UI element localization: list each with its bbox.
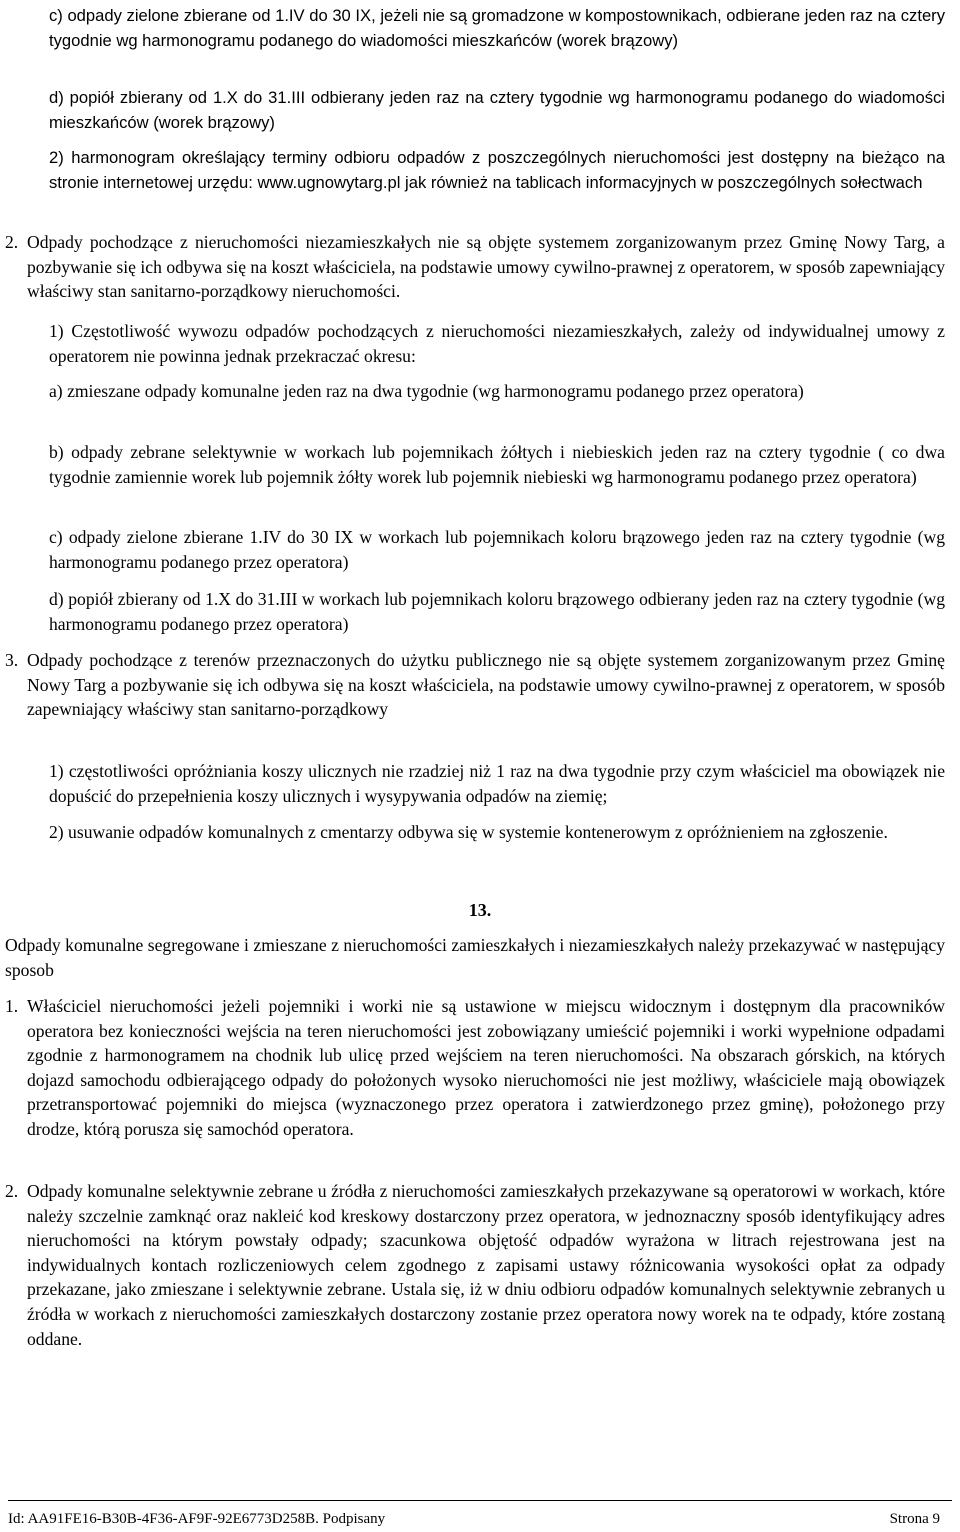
section-2-item-d: d) popiół zbierany od 1.X do 31.III w workach lub pojemnikach koloru brązowego odbierany jeden raz na cztery tygodnie (wg harmonogramu podanego przez operatora) <box>49 589 945 634</box>
section-13-intro: Odpady komunalne segregowane i zmieszane z nieruchomości zamieszkałych i niezamieszkałych należy przekazywać w następujący sposob <box>5 935 945 980</box>
section-2-item-a: a) zmieszane odpady komunalne jeden raz na dwa tygodnie (wg harmonogramu podanego przez operatora) <box>49 381 804 401</box>
section-3-item-2: 2) usuwanie odpadów komunalnych z cmentarzy odbywa się w systemie kontenerowym z opróżnieniem na zgłoszenie. <box>49 822 888 842</box>
section-2-frequency: 1) Częstotliwość wywozu odpadów pochodzących z nieruchomości niezamieszkałych, zależy od indywidualnej umowy z operatorem nie powinna jednak przekraczać okresu: <box>49 321 945 366</box>
page-number: Strona 9 <box>889 1511 940 1527</box>
paragraph-c-green-waste: c) odpady zielone zbierane od 1.IV do 30 IX, jeżeli nie są gromadzone w kompostownikach, odbierane jeden raz na cztery tygodnie wg harmonogramu podanego do wiadomości mieszkańców (worek brązowy) <box>49 6 945 50</box>
point-2-number: 2. <box>5 1181 19 1201</box>
section-2-item-b: b) odpady zebrane selektywnie w workach lub pojemnikach żółtych i niebieskich jeden raz na cztery tygodnie ( co dwa tygodnie zamiennie worek lub pojemnik żółty worek lub pojemnik niebieski wg harmonogramu podanego przez operatora) <box>49 442 945 487</box>
point-1-text: Właściciel nieruchomości jeżeli pojemniki i worki nie są ustawione w miejscu widocznym i dostępnym dla pracowników operatora bez konieczności wejścia na teren nieruchomości jest zobowiązany umieścić pojemniki i worki wypełnione odpadami zgodnie z harmonogramem na chodnik lub ulicę przed wejściem na teren nieruchomości. Na obszarach górskich, na których dojazd samochodu odbierającego odpady do położonych wysoko nieruchomości nie jest możliwy, właściciele mają obowiązek przetransportować pojemniki do miejsca (wyznaczonego przez operatora i zatwierdzonego przez gminę), położonego przy drodze, którą porusza się samochód operatora. <box>27 996 945 1139</box>
section-3-item-1: 1) częstotliwości opróżniania koszy ulicznych nie rzadziej niż 1 raz na dwa tygodnie przy czym właściciel ma obowiązek nie dopuścić do przepełnienia koszy ulicznych i wysypywania odpadów na ziemię; <box>49 761 945 806</box>
point-2-text: Odpady komunalne selektywnie zebrane u źródła z nieruchomości zamieszkałych przekazywane są operatorowi w workach, które należy szczelnie zamknąć oraz nakleić kod kreskowy dostarczony przez operatora, w jednoznaczny sposób identyfikujący adres nieruchomości na którym powstały odpady; szacunkowa objętość odpadów wyrażona w litrach rejestrowana jest na indywidualnych kontach rozliczeniowych celem zgodnego z zapisami ustawy różnicowania wysokości opłat za odpady przekazane, jako zmieszane i selektywnie zebrane. Ustala się, iż w dniu odbioru odpadów komunalnych selektywnie zebranych u źródła w workach z nieruchomości zamieszkałych dostarczony zostanie przez operatora nowy worek na te odpady, które zostaną oddane. <box>27 1181 945 1349</box>
section-2-number: 2. <box>5 232 19 252</box>
page-footer <box>8 1500 952 1532</box>
point-1-number: 1. <box>5 996 19 1016</box>
section-heading-13: 13. <box>468 900 492 920</box>
section-3-number: 3. <box>5 650 19 670</box>
section-3-text: Odpady pochodzące z terenów przeznaczonych do użytku publicznego nie są objęte systemem zorganizowanym przez Gminę Nowy Targ a pozbywanie się ich odbywa się na koszt właściciela, na podstawie umowy cywilno-prawnej z operatorem, w sposób zapewniający właściwy stan sanitarno-porządkowy <box>27 650 945 720</box>
section-2-item-c: c) odpady zielone zbierane 1.IV do 30 IX w workach lub pojemnikach koloru brązowego jeden raz na cztery tygodnie (wg harmonogramu podanego przez operatora) <box>49 527 945 572</box>
document-id: Id: AA91FE16-B30B-4F36-AF9F-92E6773D258B. Podpisany <box>8 1511 386 1527</box>
section-2-text: Odpady pochodzące z nieruchomości niezamieszkałych nie są objęte systemem zorganizowanym przez Gminę Nowy Targ, a pozbywanie się ich odbywa się na koszt właściciela, na podstawie umowy cywilno-prawnej z operatorem, w sposób zapewniający właściwy stan sanitarno-porządkowy nieruchomości. <box>27 232 945 302</box>
paragraph-schedule-info: 2) harmonogram określający terminy odbioru odpadów z poszczególnych nieruchomości jest dostępny na bieżąco na stronie internetowej urzędu: www.ugnowytarg.pl jak również na tablicach informacyjnych w poszczególnych sołectwach <box>49 148 945 192</box>
paragraph-d-ash: d) popiół zbierany od 1.X do 31.III odbierany jeden raz na cztery tygodnie wg harmonogramu podanego do wiadomości mieszkańców (worek brązowy) <box>49 88 945 132</box>
